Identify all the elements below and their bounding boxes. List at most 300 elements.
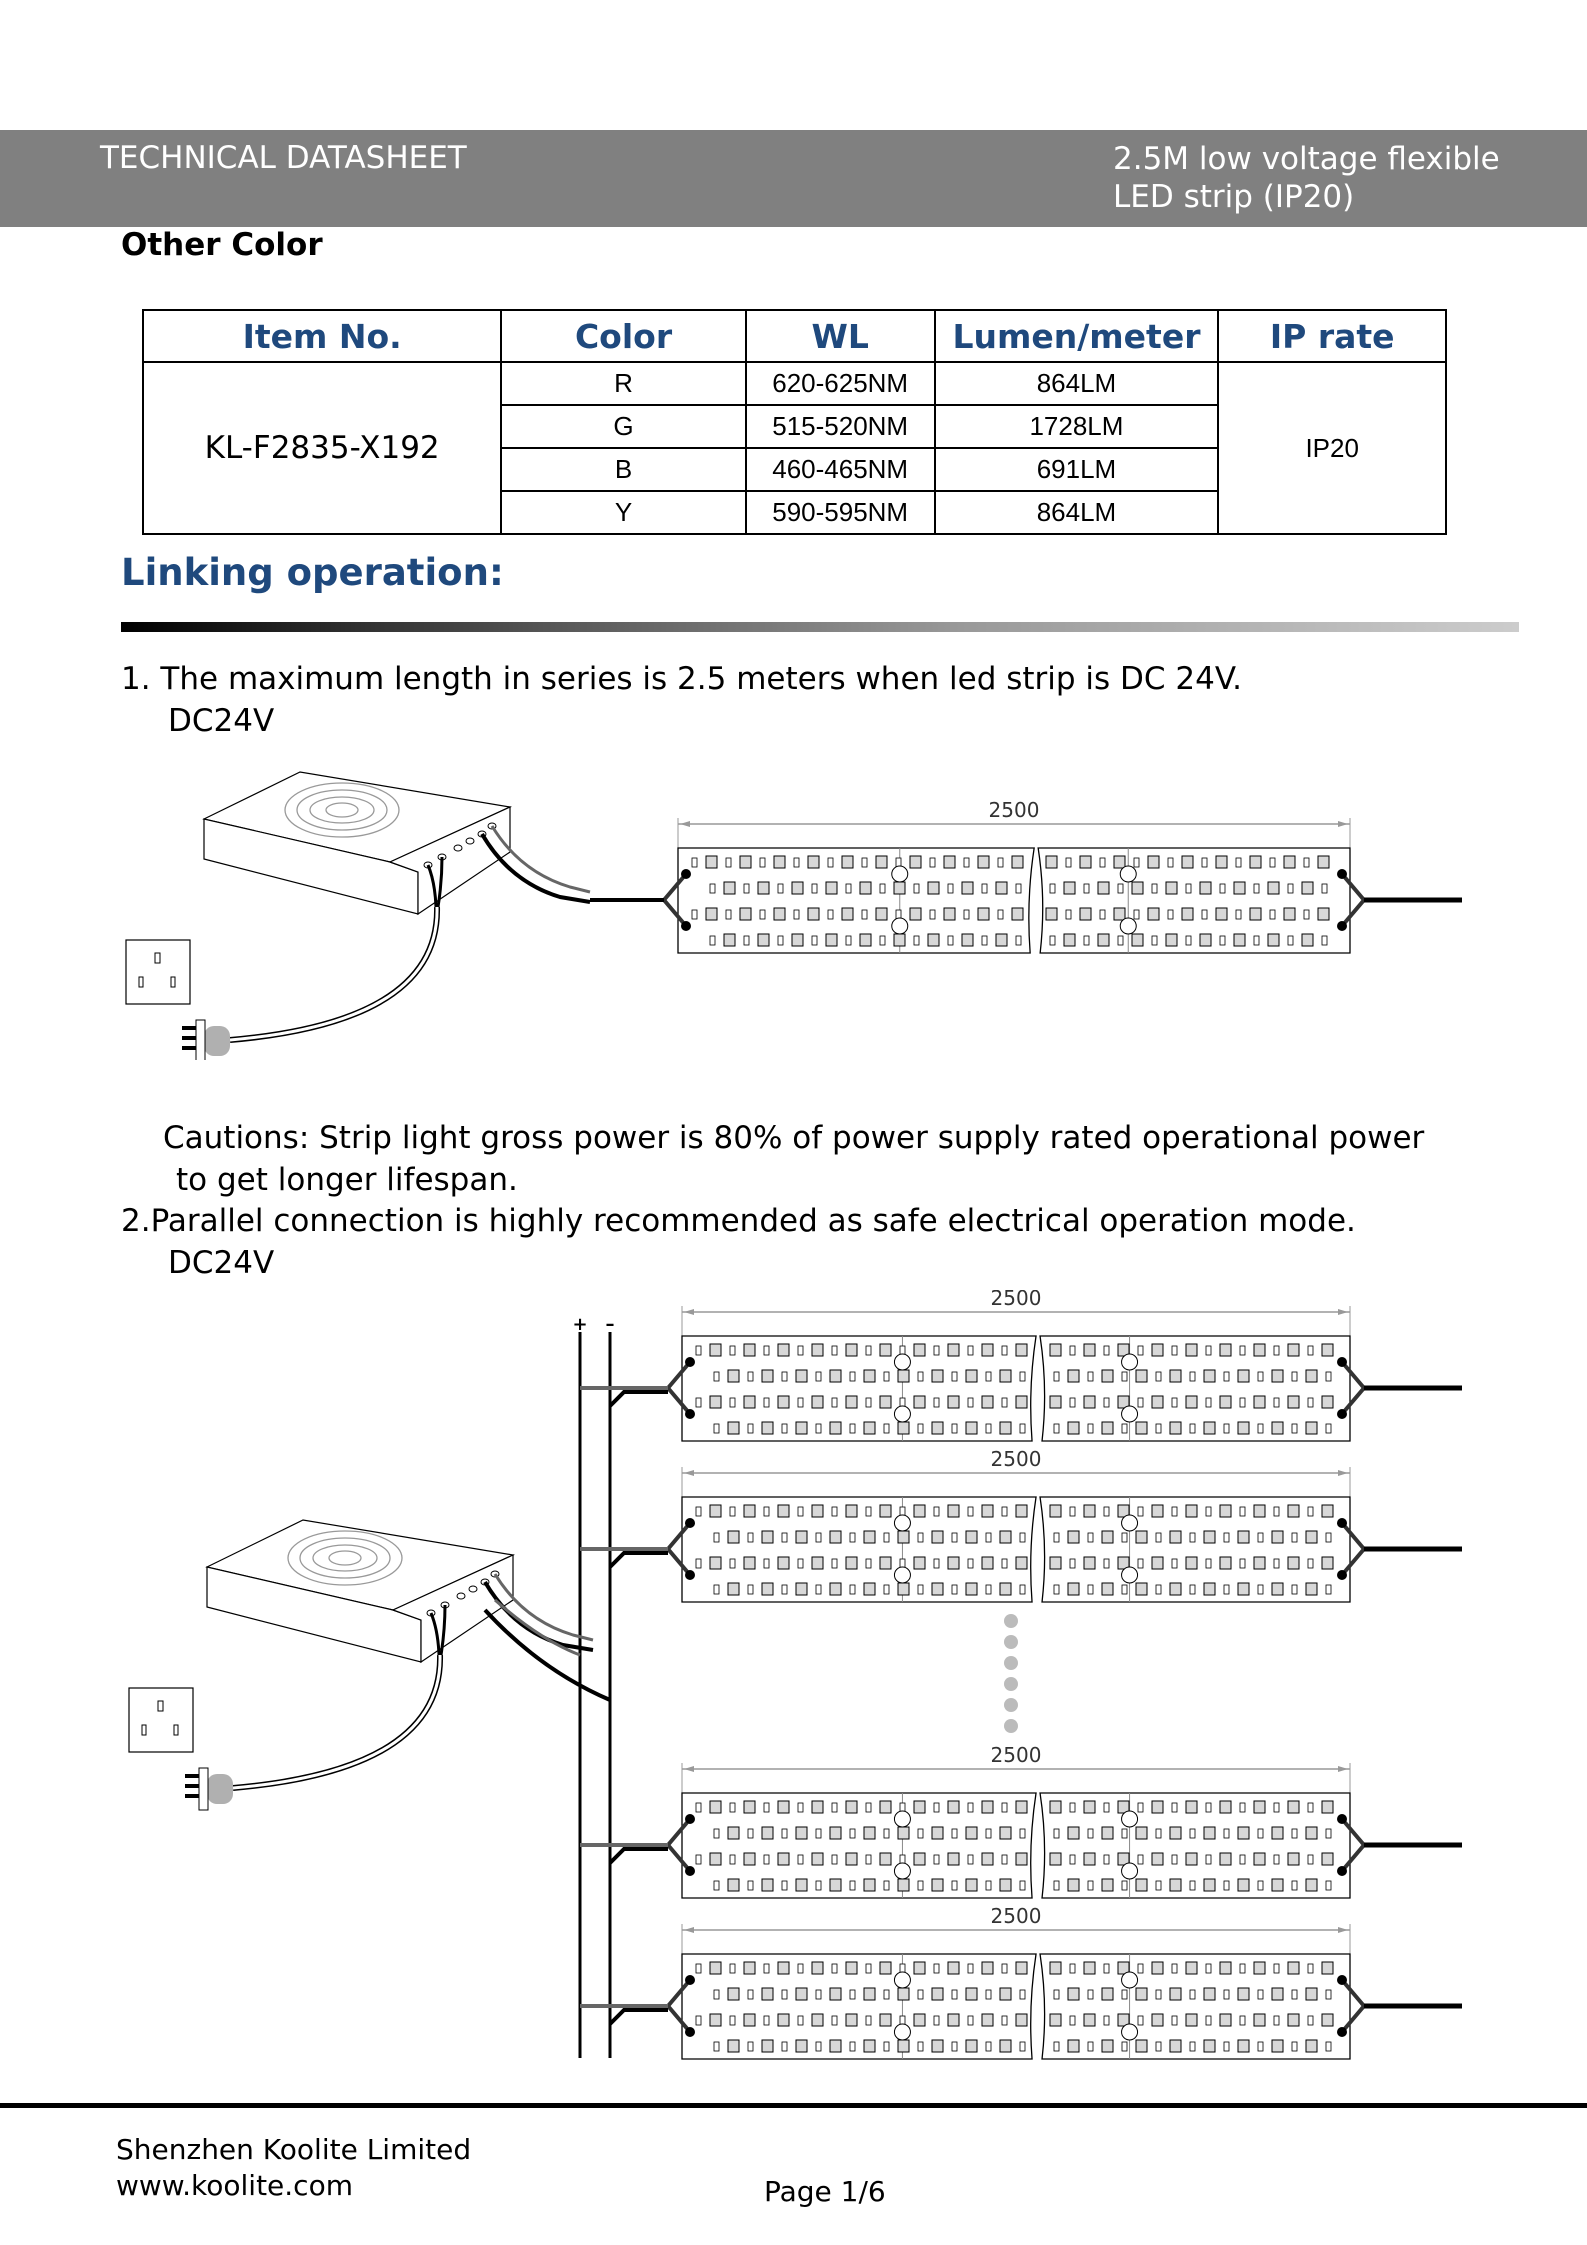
resistor	[764, 1346, 769, 1355]
led-chip	[1284, 856, 1295, 868]
resistor	[1020, 1533, 1025, 1542]
led-chip	[1000, 2040, 1011, 2052]
resistor	[1156, 1424, 1161, 1433]
led-chip	[1204, 1531, 1215, 1543]
led-chip	[812, 1557, 823, 1569]
resistor	[1206, 2016, 1211, 2025]
led-chip	[996, 934, 1007, 946]
led-chip	[1102, 1531, 1113, 1543]
resistor	[1054, 1372, 1059, 1381]
led-chip	[796, 1583, 807, 1595]
led-chip	[1068, 1879, 1079, 1891]
color-cell: B	[501, 448, 746, 491]
resistor	[1134, 910, 1139, 919]
resistor	[1088, 1372, 1093, 1381]
led-chip	[1272, 1879, 1283, 1891]
led-chip	[914, 1853, 925, 1865]
resistor	[1190, 1990, 1195, 1999]
connection-dot	[1337, 921, 1347, 931]
led-chip	[1136, 1583, 1147, 1595]
resistor	[1054, 1990, 1059, 1999]
resistor	[1308, 1559, 1313, 1568]
led-chip	[1254, 1801, 1265, 1813]
resistor	[1308, 1855, 1313, 1864]
led-chip	[880, 1344, 891, 1356]
resistor	[1190, 1372, 1195, 1381]
dimension-arrow	[684, 1470, 694, 1476]
resistor	[1326, 1372, 1331, 1381]
resistor	[850, 1585, 855, 1594]
resistor	[1322, 936, 1327, 945]
header-wl: WL	[746, 310, 935, 362]
solder-pad	[1122, 1567, 1138, 1583]
resistor	[744, 936, 749, 945]
resistor	[1190, 1881, 1195, 1890]
resistor	[1274, 1964, 1279, 1973]
led-chip	[1102, 2040, 1113, 2052]
led-chip	[812, 1853, 823, 1865]
caution-text-line1: Cautions: Strip light gross power is 80% of power supply rated operational power	[163, 1120, 1425, 1156]
resistor	[710, 936, 715, 945]
led-chip	[1204, 1370, 1215, 1382]
resistor	[1122, 1990, 1127, 1999]
resistor	[726, 910, 731, 919]
led-chip	[1204, 1827, 1215, 1839]
led-chip	[982, 1801, 993, 1813]
led-chip	[880, 1962, 891, 1974]
resistor	[934, 1398, 939, 1407]
led-chip	[948, 1853, 959, 1865]
resistor	[726, 858, 731, 867]
led-chip	[1152, 1853, 1163, 1865]
resistor	[764, 1855, 769, 1864]
continuation-dot	[1004, 1656, 1018, 1670]
resistor	[934, 1507, 939, 1516]
resistor	[1220, 936, 1225, 945]
led-chip	[846, 1853, 857, 1865]
resistor	[1240, 1398, 1245, 1407]
led-chip	[774, 856, 785, 868]
resistor	[1274, 1559, 1279, 1568]
plug-pin	[185, 1784, 199, 1788]
bus-tap-negative	[610, 2010, 668, 2024]
resistor	[816, 1829, 821, 1838]
led-chip	[1216, 856, 1227, 868]
resistor	[816, 1533, 821, 1542]
resistor	[1070, 2016, 1075, 2025]
led-chip	[762, 1879, 773, 1891]
resistor	[884, 1585, 889, 1594]
led-chip	[812, 1344, 823, 1356]
solder-pad	[1122, 1863, 1138, 1879]
led-chip	[1136, 1531, 1147, 1543]
led-chip	[894, 934, 905, 946]
resistor	[1070, 1398, 1075, 1407]
resistor	[748, 1372, 753, 1381]
solder-pad	[894, 1567, 910, 1583]
resistor	[880, 884, 885, 893]
led-chip	[778, 2014, 789, 2026]
resistor	[1172, 2016, 1177, 2025]
resistor	[934, 1964, 939, 1973]
resistor	[1156, 1990, 1161, 1999]
resistor	[816, 1585, 821, 1594]
led-chip	[1204, 1422, 1215, 1434]
led-chip	[728, 1583, 739, 1595]
resistor	[764, 1507, 769, 1516]
resistor	[1138, 1803, 1143, 1812]
resistor	[794, 910, 799, 919]
resistor	[1084, 884, 1089, 893]
led-chip	[728, 1531, 739, 1543]
led-chip	[1132, 882, 1143, 894]
resistor	[1206, 1507, 1211, 1516]
resistor	[934, 1559, 939, 1568]
led-chip	[1152, 1344, 1163, 1356]
product-title-line2: LED strip (IP20)	[1113, 179, 1355, 215]
solder-pad	[1122, 1406, 1138, 1422]
resistor	[986, 2042, 991, 2051]
led-chip	[1102, 1879, 1113, 1891]
resistor	[1054, 1585, 1059, 1594]
led-chip	[1102, 1827, 1113, 1839]
resistor	[1070, 1855, 1075, 1864]
led-chip	[1102, 1583, 1113, 1595]
resistor	[884, 1372, 889, 1381]
led-chip	[710, 2014, 721, 2026]
led-chip	[1220, 1557, 1231, 1569]
resistor	[1236, 910, 1241, 919]
resistor	[862, 858, 867, 867]
led-chip	[842, 856, 853, 868]
resistor	[1322, 884, 1327, 893]
resistor	[1270, 858, 1275, 867]
led-chip	[710, 1962, 721, 1974]
solder-pad	[894, 1354, 910, 1370]
resistor	[884, 1424, 889, 1433]
resistor	[1186, 936, 1191, 945]
resistor	[952, 1990, 957, 1999]
led-chip	[1306, 1422, 1317, 1434]
page-number: Page 1/6	[764, 2175, 886, 2208]
resistor	[866, 1398, 871, 1407]
led-chip	[864, 1879, 875, 1891]
resistor	[1326, 2042, 1331, 2051]
resistor	[1172, 1855, 1177, 1864]
led-chip	[880, 1557, 891, 1569]
resistor	[832, 1855, 837, 1864]
led-chip	[932, 1422, 943, 1434]
led-chip	[1238, 1827, 1249, 1839]
led-chip	[744, 1557, 755, 1569]
resistor	[884, 2042, 889, 2051]
resistor	[1224, 1881, 1229, 1890]
led-chip	[1148, 856, 1159, 868]
resistor	[1288, 884, 1293, 893]
resistor	[1104, 1559, 1109, 1568]
color-cell: R	[501, 362, 746, 405]
connection-dot	[685, 1409, 695, 1419]
led-chip	[932, 2040, 943, 2052]
resistor	[918, 1533, 923, 1542]
resistor	[850, 1990, 855, 1999]
resistor	[1172, 1507, 1177, 1516]
resistor	[964, 858, 969, 867]
resistor	[812, 884, 817, 893]
resistor	[778, 936, 783, 945]
dimension-label: 2500	[990, 1904, 1042, 1928]
led-chip	[812, 1801, 823, 1813]
led-chip	[966, 1422, 977, 1434]
company-website[interactable]: www.koolite.com	[116, 2169, 353, 2202]
resistor	[1258, 1829, 1263, 1838]
resistor	[1050, 884, 1055, 893]
led-chip	[1306, 1370, 1317, 1382]
led-chip	[1068, 1370, 1079, 1382]
led-chip	[982, 1505, 993, 1517]
resistor	[1292, 2042, 1297, 2051]
series-connection-diagram	[0, 760, 1587, 1060]
resistor	[1292, 1585, 1297, 1594]
led-chip	[1050, 1344, 1061, 1356]
resistor	[1152, 936, 1157, 945]
led-chip	[1170, 1583, 1181, 1595]
resistor	[1020, 1585, 1025, 1594]
resistor	[764, 1559, 769, 1568]
connection-dot	[681, 869, 691, 879]
resistor	[986, 1881, 991, 1890]
resistor	[1088, 1881, 1093, 1890]
led-chip	[982, 1344, 993, 1356]
led-chip	[932, 1827, 943, 1839]
resistor	[778, 884, 783, 893]
led-chip	[1170, 1422, 1181, 1434]
led-chip	[1186, 1557, 1197, 1569]
resistor	[986, 1585, 991, 1594]
led-chip	[1152, 1505, 1163, 1517]
resistor	[1326, 1585, 1331, 1594]
led-chip	[978, 908, 989, 920]
plug-body	[207, 1774, 233, 1804]
resistor	[714, 1585, 719, 1594]
lumen-cell: 691LM	[935, 448, 1219, 491]
socket-hole	[158, 1701, 163, 1711]
resistor	[986, 1533, 991, 1542]
resistor	[696, 1559, 701, 1568]
socket-hole	[171, 977, 175, 987]
resistor	[952, 1372, 957, 1381]
led-chip	[860, 882, 871, 894]
resistor	[696, 1346, 701, 1355]
resistor	[714, 1533, 719, 1542]
led-chip	[948, 1557, 959, 1569]
connection-dot	[685, 1357, 695, 1367]
dimension-arrow	[1338, 1470, 1348, 1476]
led-chip	[1272, 1827, 1283, 1839]
led-chip	[1234, 882, 1245, 894]
resistor	[1104, 1507, 1109, 1516]
led-chip	[1050, 1396, 1061, 1408]
led-chip	[880, 1396, 891, 1408]
solder-pad	[894, 1406, 910, 1422]
resistor	[952, 1881, 957, 1890]
solder-pad	[894, 2024, 910, 2040]
led-chip	[1016, 1344, 1027, 1356]
resistor	[782, 1533, 787, 1542]
continuation-dot	[1004, 1677, 1018, 1691]
resistor	[1138, 1964, 1143, 1973]
resistor	[1308, 1803, 1313, 1812]
led-chip	[1102, 1422, 1113, 1434]
resistor	[1104, 1346, 1109, 1355]
resistor	[730, 1398, 735, 1407]
solder-pad	[894, 1863, 910, 1879]
led-chip	[1250, 908, 1261, 920]
resistor	[1326, 1829, 1331, 1838]
resistor	[1156, 1372, 1161, 1381]
resistor	[1206, 1803, 1211, 1812]
led-chip	[1016, 1962, 1027, 1974]
resistor	[1254, 884, 1259, 893]
led-chip	[830, 1370, 841, 1382]
led-chip	[740, 908, 751, 920]
resistor	[1224, 1829, 1229, 1838]
dimension-arrow	[1338, 1927, 1348, 1933]
resistor	[914, 884, 919, 893]
resistor	[760, 910, 765, 919]
resistor	[968, 1855, 973, 1864]
led-chip	[1306, 1879, 1317, 1891]
connection-dot	[685, 1570, 695, 1580]
led-chip	[982, 1557, 993, 1569]
led-chip	[778, 1801, 789, 1813]
led-chip	[1254, 1557, 1265, 1569]
resistor	[952, 2042, 957, 2051]
resistor	[1020, 1424, 1025, 1433]
led-chip	[1152, 1557, 1163, 1569]
led-chip	[1220, 1962, 1231, 1974]
led-chip	[796, 1879, 807, 1891]
led-chip	[762, 1370, 773, 1382]
company-name: Shenzhen Koolite Limited	[116, 2133, 472, 2166]
resistor	[1206, 1559, 1211, 1568]
resistor	[1292, 1990, 1297, 1999]
led-chip	[1132, 934, 1143, 946]
led-chip	[1288, 1344, 1299, 1356]
resistor	[850, 1372, 855, 1381]
led-chip	[932, 1879, 943, 1891]
led-chip	[1288, 1557, 1299, 1569]
led-chip	[876, 856, 887, 868]
resistor	[1084, 936, 1089, 945]
led-chip	[876, 908, 887, 920]
led-chip	[864, 1370, 875, 1382]
resistor	[714, 1829, 719, 1838]
resistor	[1240, 2016, 1245, 2025]
plug-pin	[182, 1026, 196, 1030]
resistor	[1202, 910, 1207, 919]
resistor	[1240, 1346, 1245, 1355]
led-chip	[1000, 1370, 1011, 1382]
led-strip	[668, 1447, 1462, 1602]
resistor	[1292, 1881, 1297, 1890]
resistor	[748, 1585, 753, 1594]
wall-socket	[126, 940, 190, 1004]
header-ip-rate: IP rate	[1218, 310, 1446, 362]
led-chip	[1322, 1344, 1333, 1356]
resistor	[696, 2016, 701, 2025]
resistor	[798, 1346, 803, 1355]
led-chip	[1084, 1962, 1095, 1974]
resistor	[1054, 2042, 1059, 2051]
terminal-screw	[457, 1593, 465, 1599]
led-chip	[846, 1557, 857, 1569]
led-chip	[728, 2040, 739, 2052]
resistor	[1224, 1424, 1229, 1433]
led-chip	[982, 1853, 993, 1865]
resistor	[1138, 1559, 1143, 1568]
led-chip	[1238, 1583, 1249, 1595]
led-chip	[778, 1962, 789, 1974]
dimension-arrow	[1338, 1766, 1348, 1772]
led-chip	[1238, 1879, 1249, 1891]
resistor	[1020, 1990, 1025, 1999]
dimension-label: 2500	[988, 798, 1040, 822]
connection-dot	[1337, 2027, 1347, 2037]
header-lumen: Lumen/meter	[935, 310, 1219, 362]
resistor	[866, 1507, 871, 1516]
resistor	[918, 1990, 923, 1999]
led-strip	[668, 1743, 1462, 1898]
resistor	[1122, 1881, 1127, 1890]
dimension-arrow	[684, 1309, 694, 1315]
resistor	[982, 884, 987, 893]
resistor	[744, 884, 749, 893]
resistor	[1088, 1424, 1093, 1433]
led-chip	[914, 1962, 925, 1974]
solder-pad	[1120, 866, 1136, 882]
led-chip	[1322, 2014, 1333, 2026]
resistor	[1002, 1803, 1007, 1812]
resistor	[884, 1533, 889, 1542]
resistor	[1152, 884, 1157, 893]
led-chip	[1186, 1801, 1197, 1813]
terminal-screw	[466, 838, 474, 844]
resistor	[730, 1507, 735, 1516]
led-chip	[1068, 2040, 1079, 2052]
led-chip	[1166, 882, 1177, 894]
resistor	[1104, 1964, 1109, 1973]
led-chip	[1302, 882, 1313, 894]
resistor	[1258, 1881, 1263, 1890]
resistor	[1308, 1398, 1313, 1407]
resistor	[696, 1855, 701, 1864]
resistor	[884, 1881, 889, 1890]
led-chip	[728, 1827, 739, 1839]
dimension-label: 2500	[990, 1290, 1042, 1310]
led-chip	[914, 1396, 925, 1408]
led-chip	[1220, 1801, 1231, 1813]
led-chip	[864, 2040, 875, 2052]
resistor	[1206, 1964, 1211, 1973]
resistor	[1274, 1855, 1279, 1864]
resistor	[748, 1990, 753, 1999]
resistor	[1190, 1585, 1195, 1594]
led-chip	[1136, 1988, 1147, 2000]
led-chip	[1322, 1853, 1333, 1865]
led-chip	[1322, 1962, 1333, 1974]
resistor	[1156, 1829, 1161, 1838]
